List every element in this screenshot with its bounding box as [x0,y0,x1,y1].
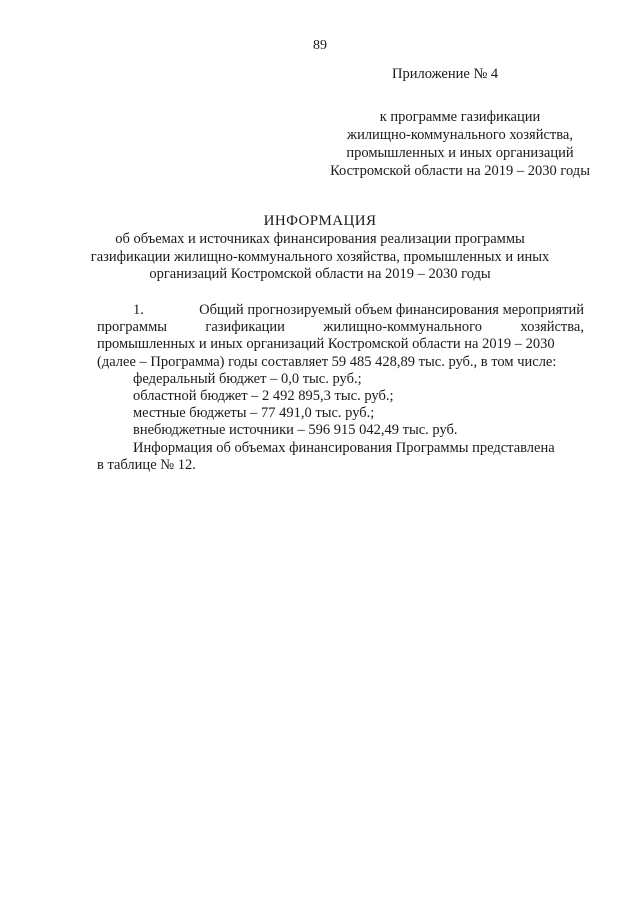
item-number: 1. [133,302,144,318]
appendix-subtitle-line: жилищно-коммунального хозяйства, [347,127,573,143]
funding-local: местные бюджеты – 77 491,0 тыс. руб.; [133,405,375,422]
appendix-title: Приложение № 4 [392,66,499,82]
info-subtitle-line: газификации жилищно-коммунального хозяйства, промышленных и иных [90,248,550,265]
paragraph-1-line-4: (далее – Программа) годы составляет 59 485 428,89 тыс. руб., в том числе: [97,353,557,370]
info-subtitle-line: организаций Костромской области на 2019 – 2030 годы [149,266,491,282]
line-2-word: газификации [205,319,285,336]
line-2-word: программы [97,319,167,336]
line-2-word: хозяйства, [520,319,584,336]
paragraph-1-line-1-text: Общий прогнозируемый объем финансирования мероприятий [199,302,584,318]
page-number: 89 [313,38,327,53]
paragraph-1-line-1 [97,302,584,319]
line-2-word: жилищно-коммунального [323,319,483,336]
appendix-subtitle-line: к программе газификации [379,109,541,125]
paragraph-1-line-2 [97,319,584,336]
funding-federal: федеральный бюджет – 0,0 тыс. руб.; [133,370,362,387]
info-subtitle [80,231,560,284]
funding-extrabudgetary: внебюджетные источники – 596 915 042,49 тыс. руб. [133,422,458,439]
paragraph-1-line-3: промышленных и иных организаций Костромской области на 2019 – 2030 [97,336,555,353]
appendix-subtitle-line: Костромской области на 2019 – 2030 годы [330,163,590,179]
closing-line-2: в таблице № 12. [97,456,196,473]
appendix-subtitle-line: промышленных и иных организаций [346,145,574,161]
info-subtitle-line: об объемах и источниках финансирования реализации программы [115,231,525,247]
appendix-subtitle [300,108,620,180]
body-text [97,302,584,474]
funding-regional: областной бюджет – 2 492 895,3 тыс. руб.; [133,388,394,405]
info-heading: ИНФОРМАЦИЯ [263,213,377,229]
closing-line-1: Информация об объемах финансирования Программы представлена [133,439,555,456]
